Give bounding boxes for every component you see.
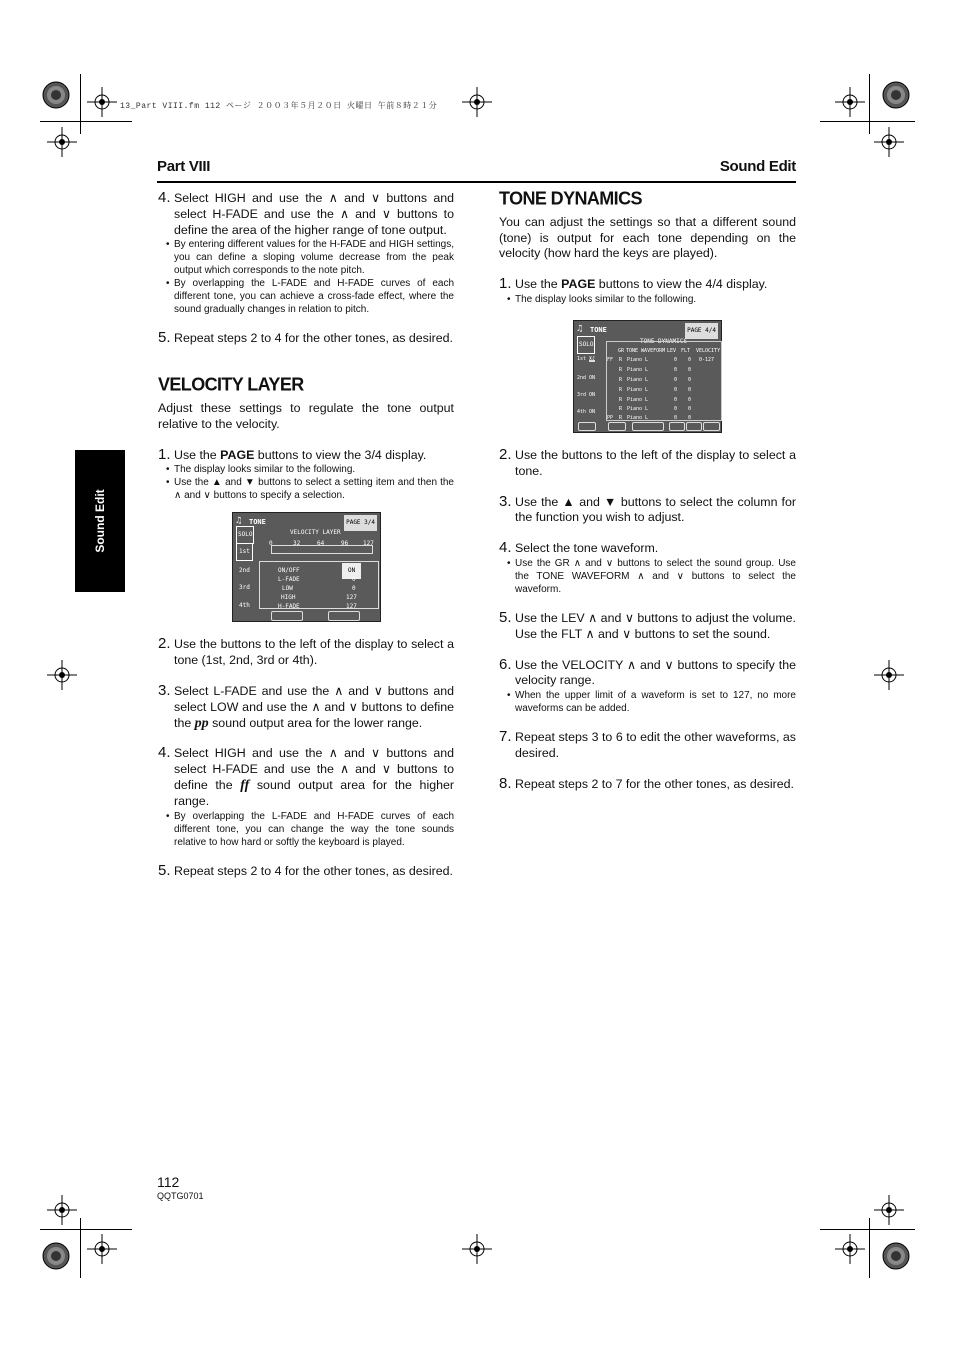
step-text: Select HIGH and use the ∧ and ∨ buttons and select H-FADE and use the ∧ and ∨ buttons to define the xyxy=(174,746,454,792)
scale-tick: 0 xyxy=(269,540,273,548)
updown-button-icon xyxy=(608,422,626,431)
param-value: 127 xyxy=(346,594,357,602)
step-4-range xyxy=(158,746,454,809)
step-text: buttons to view the 3/4 display. xyxy=(254,447,427,462)
dynamics-pp-symbol: pp xyxy=(194,715,209,731)
note-icon: ♫ xyxy=(577,323,583,334)
updown-button-icon xyxy=(578,422,596,431)
tone-button xyxy=(577,388,595,404)
tone-button: 2nd xyxy=(239,567,250,575)
column-header: GR xyxy=(618,347,625,354)
tone-state: ON xyxy=(589,408,596,415)
display-title: TONE xyxy=(590,325,607,334)
step-number: 5. xyxy=(158,861,171,879)
step-1 xyxy=(158,445,454,464)
cell-waveform: Piano L xyxy=(627,356,649,363)
tone-name: 1st xyxy=(577,355,587,362)
updown-button-icon xyxy=(686,422,702,431)
cell-flt: 0 xyxy=(688,405,692,412)
tone-button xyxy=(577,405,595,421)
cell-lev: 0 xyxy=(674,376,678,383)
param-name: ON/OFF xyxy=(278,567,300,575)
cell-flt: 0 xyxy=(688,386,692,393)
step-number: 4. xyxy=(158,189,171,206)
step-text: Repeat steps 2 to 7 for the other tones, as desired. xyxy=(515,776,794,791)
step-1 xyxy=(499,277,796,293)
right-column xyxy=(499,187,796,793)
step-text: sound output area for the lower range. xyxy=(208,715,423,730)
tone-button: 1st xyxy=(236,543,253,561)
param-value: ON xyxy=(342,563,361,579)
step-4 xyxy=(499,541,796,557)
step-number: 3. xyxy=(158,681,171,699)
step-8 xyxy=(499,774,796,793)
step-text: Select L-FADE and use the ∧ and ∨ buttons and select LOW and use the ∧ and ∨ buttons to define the xyxy=(174,683,454,730)
file-info: 13_Part VIII.fm 112 ページ ２００３年５月２０日 火曜日 午前８時２１分 xyxy=(120,102,438,111)
step-number: 1. xyxy=(158,445,171,463)
cell-flt: 0 xyxy=(688,396,692,403)
tone-state: ON xyxy=(589,391,596,398)
tone-state: ON xyxy=(589,355,596,362)
updown-button-icon xyxy=(703,422,720,431)
cell-gr: R xyxy=(619,366,623,373)
page-keyword: PAGE xyxy=(561,277,596,292)
tone-dynamics-intro: You can adjust the settings so that a different sound (tone) is output for each tone depending on the velocity (how hard the keys are played). xyxy=(499,214,796,261)
step-text: buttons to view the 4/4 display. xyxy=(595,277,768,292)
cell-flt: 0 xyxy=(688,356,692,363)
cell-gr: R xyxy=(619,356,623,363)
tone-dynamics-display xyxy=(573,320,722,433)
step-text: Use the LEV ∧ and ∨ buttons to adjust the volume. Use the FLT ∧ and ∨ buttons to set the sound. xyxy=(515,610,796,641)
step-3 xyxy=(499,492,796,527)
updown-button-icon xyxy=(271,611,303,621)
cell-gr: R xyxy=(619,414,623,421)
updown-button-icon xyxy=(632,422,664,431)
solo-badge: SOLO xyxy=(577,336,595,354)
cell-waveform: Piano L xyxy=(627,376,649,383)
step-number: 8. xyxy=(499,774,512,792)
step-text: Use the xyxy=(174,447,221,462)
part-label: Part VIII xyxy=(157,158,211,175)
dynamics-ff-symbol: ff xyxy=(240,777,250,793)
display-heading: TONE DYNAMICS xyxy=(640,337,687,345)
note: • By overlapping the L-FADE and H-FADE curves of each different tone, you can achieve a cross-fade effect, where the sound gradually changes in relation to pitch. xyxy=(158,277,454,316)
cell-gr: R xyxy=(619,396,623,403)
cell-waveform: Piano L xyxy=(627,414,649,421)
note: • By overlapping the L-FADE and H-FADE curves of each different tone, you can change the way the tone sounds relative to how hard or softly the keyboard is played. xyxy=(158,810,454,849)
step-text: Repeat steps 2 to 4 for the other tones, as desired. xyxy=(174,863,453,878)
header-rule xyxy=(157,181,796,183)
step-3 xyxy=(158,681,454,731)
cell-gr: R xyxy=(619,376,623,383)
note: • Use the ▲ and ▼ buttons to select a setting item and then the ∧ and ∨ buttons to specify a selection. xyxy=(158,476,454,502)
step-5 xyxy=(499,608,796,643)
step-text: Use the buttons to the left of the display to select a tone. xyxy=(515,447,796,478)
param-value: 0 xyxy=(352,585,356,593)
note: • By entering different values for the H-FADE and HIGH settings, you can define a sloping volume decrease from the peak output which corresponds to the note pitch. xyxy=(158,238,454,277)
column-header: FLT xyxy=(681,347,691,354)
scale-tick: 127 xyxy=(363,540,374,548)
tone-name: 2nd xyxy=(577,374,587,381)
scale-tick: 64 xyxy=(317,540,325,548)
tone-dynamics-title: TONE DYNAMICS xyxy=(499,187,642,209)
page-indicator: PAGE 3/4 xyxy=(344,515,377,531)
tone-name: 4th xyxy=(577,408,587,415)
column-header: TONE WAVEFORM xyxy=(626,347,666,354)
updown-button-icon xyxy=(669,422,685,431)
scale-tick: 96 xyxy=(341,540,349,548)
tone-button: 4th xyxy=(239,602,250,610)
step-text: Use the xyxy=(515,277,562,292)
param-name: HIGH xyxy=(281,594,296,602)
step-number: 2. xyxy=(499,445,512,463)
cell-lev: 0 xyxy=(674,386,678,393)
cell-lev: 0 xyxy=(674,396,678,403)
side-tab-label: Sound Edit xyxy=(93,489,107,553)
cell-waveform: Piano L xyxy=(627,396,649,403)
step-number: 2. xyxy=(158,635,171,653)
cell-lev: 0 xyxy=(674,366,678,373)
step-text: Use the ▲ and ▼ buttons to select the column for the function you wish to adjust. xyxy=(515,494,796,525)
step-5 xyxy=(158,331,454,347)
tone-button xyxy=(577,352,595,368)
step-text: sound output area for the higher range. xyxy=(174,777,454,808)
step-7 xyxy=(499,730,796,762)
cell-flt: 0 xyxy=(688,376,692,383)
note: • When the upper limit of a waveform is set to 127, no more waveforms can be added. xyxy=(499,689,796,715)
step-number: 4. xyxy=(499,539,512,557)
tone-state: ON xyxy=(589,374,596,381)
column-header: LEV xyxy=(667,347,677,354)
page-keyword: PAGE xyxy=(220,447,255,462)
step-text: Use the VELOCITY ∧ and ∨ buttons to specify the velocity range. xyxy=(515,657,796,688)
param-name: LOW xyxy=(282,585,293,593)
step-text: Select the tone waveform. xyxy=(515,541,659,556)
cell-gr: R xyxy=(619,405,623,412)
velocity-layer-display xyxy=(232,512,381,622)
step-number: 4. xyxy=(158,744,171,762)
param-value: 127 xyxy=(346,603,357,611)
cell-gr: R xyxy=(619,386,623,393)
display-title: TONE xyxy=(249,518,266,527)
cell-lev: 0 xyxy=(674,356,678,363)
cell-waveform: Piano L xyxy=(627,366,649,373)
cell-velocity: 0-127 xyxy=(699,356,715,363)
step-text: Repeat steps 2 to 4 for the other tones, as desired. xyxy=(174,331,453,346)
page-number: 112 xyxy=(157,1174,180,1190)
params-table xyxy=(259,561,379,609)
tone-button: 3rd xyxy=(239,584,250,592)
step-number: 1. xyxy=(499,275,512,293)
note-icon: ♫ xyxy=(236,516,242,527)
section-label: Sound Edit xyxy=(719,158,796,175)
cell-flt: 0 xyxy=(688,414,692,421)
left-column xyxy=(158,191,454,879)
column-header: VELOCITY xyxy=(696,347,721,354)
velocity-intro: Adjust these settings to regulate the tone output relative to the velocity. xyxy=(158,400,454,431)
cell-waveform: Piano L xyxy=(627,405,649,412)
step-5 xyxy=(158,861,454,880)
side-tab xyxy=(75,450,125,592)
tone-name: 3rd xyxy=(577,391,587,398)
note: • The display looks similar to the following. xyxy=(499,293,796,306)
step-text: Repeat steps 3 to 6 to edit the other waveforms, as desired. xyxy=(515,730,796,760)
note: • Use the GR ∧ and ∨ buttons to select the sound group. Use the TONE WAVEFORM ∧ and ∨ buttons to select the waveform. xyxy=(499,557,796,596)
note: • The display looks similar to the following. xyxy=(158,463,454,476)
step-text: Select HIGH and use the ∧ and ∨ buttons and select H-FADE and use the ∧ and ∨ buttons to define the area of the higher range of tone output. xyxy=(174,191,454,237)
doc-code: QQTG0701 xyxy=(157,1191,204,1201)
step-6 xyxy=(499,655,796,690)
step-number: 5. xyxy=(158,329,171,347)
cell-waveform: Piano L xyxy=(627,386,649,393)
tone-button xyxy=(577,371,595,387)
velocity-bar xyxy=(271,545,373,554)
scale-tick: 32 xyxy=(293,540,301,548)
cell-lev: 0 xyxy=(674,414,678,421)
cell-lev: 0 xyxy=(674,405,678,412)
display-heading: VELOCITY LAYER xyxy=(290,529,341,537)
cell-flt: 0 xyxy=(688,366,692,373)
step-2 xyxy=(499,445,796,480)
page-indicator: PAGE 4/4 xyxy=(685,323,718,339)
dynamics-mark: FF xyxy=(607,356,614,363)
step-number: 7. xyxy=(499,728,512,746)
param-name: H-FADE xyxy=(278,603,300,611)
step-number: 6. xyxy=(499,655,512,673)
step-number: 5. xyxy=(499,608,512,626)
step-number: 3. xyxy=(499,492,512,510)
dynamics-mark: PP xyxy=(607,414,614,421)
step-text: Use the buttons to the left of the display to select a tone (1st, 2nd, 3rd or 4th). xyxy=(174,637,454,668)
param-name: L-FADE xyxy=(278,576,300,584)
updown-button-icon xyxy=(328,611,360,621)
step-4-area xyxy=(158,191,454,238)
velocity-layer-title: VELOCITY LAYER xyxy=(158,374,304,396)
solo-badge: SOLO xyxy=(236,526,254,544)
param-value: 0 xyxy=(352,576,356,584)
step-2 xyxy=(158,637,454,669)
